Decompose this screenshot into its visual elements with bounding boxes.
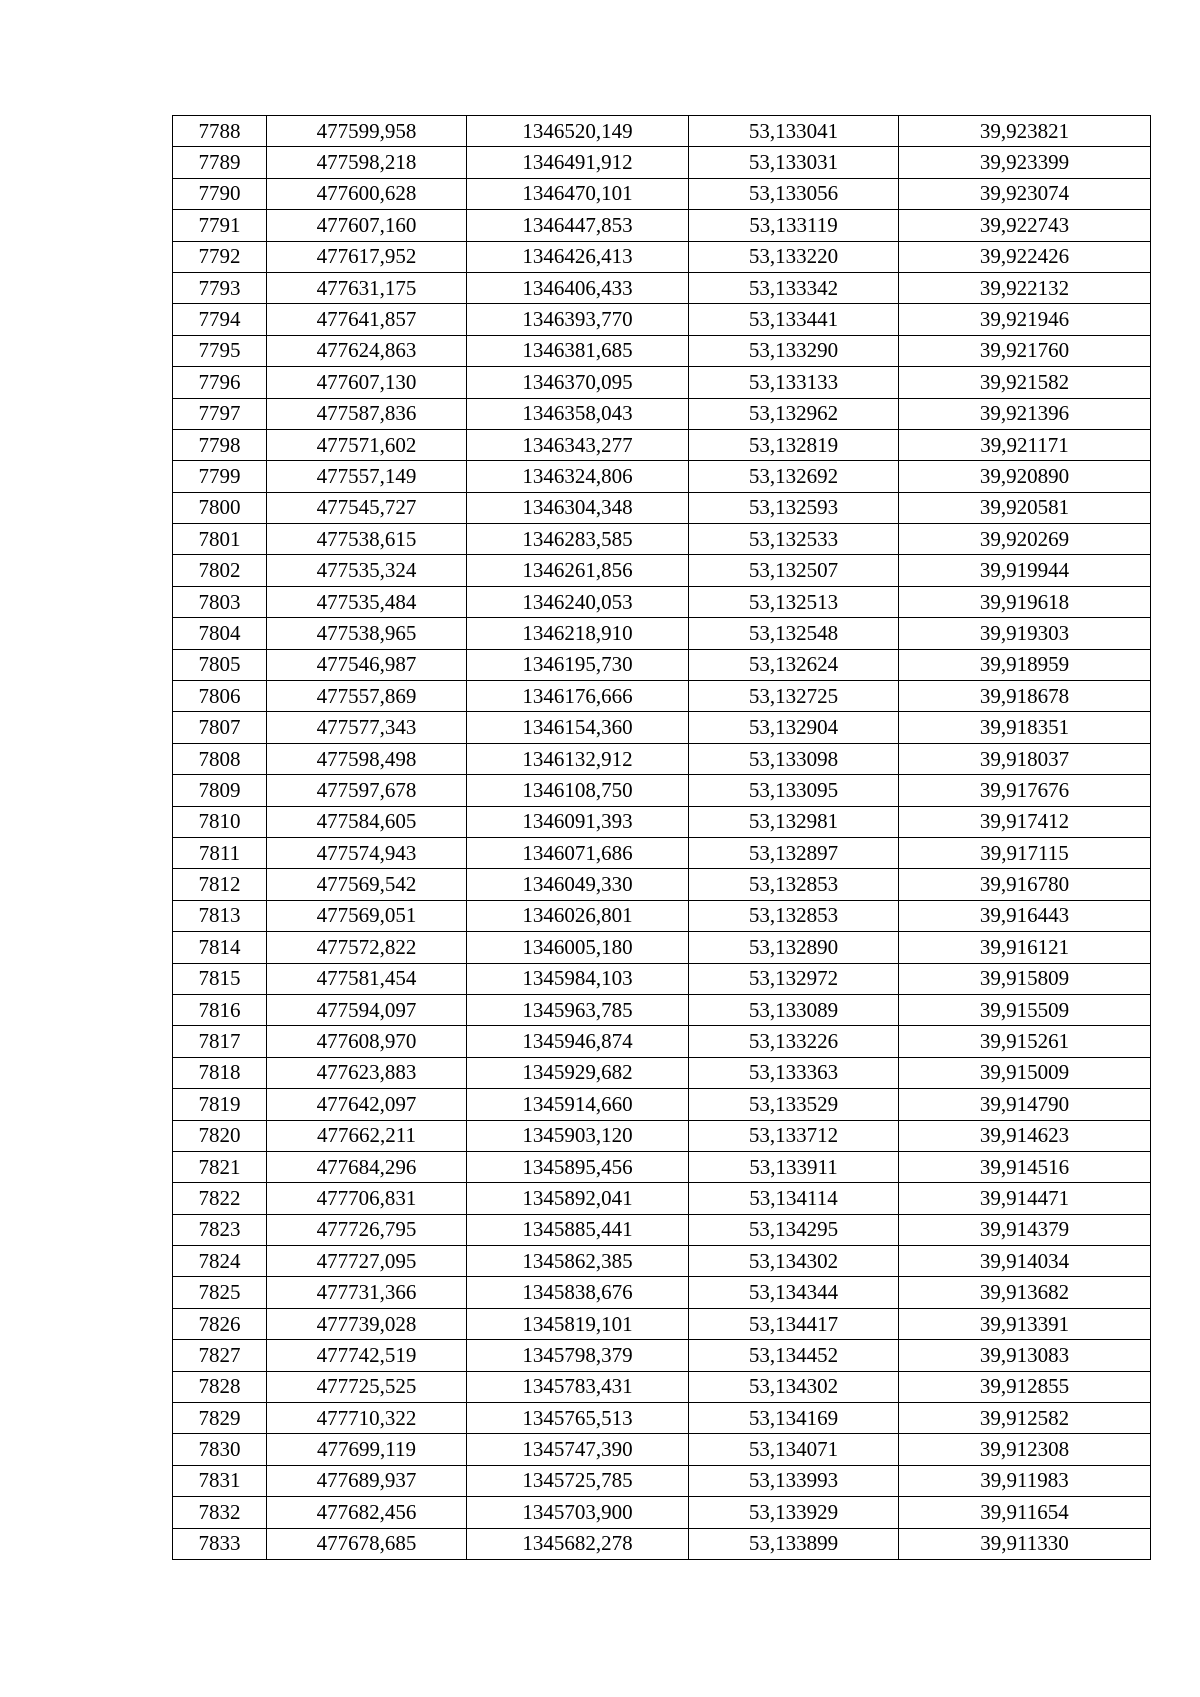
point-number-cell: 7817 [173, 1026, 267, 1057]
x-coordinate-cell: 477600,628 [267, 178, 467, 209]
table-row [173, 1340, 1151, 1371]
point-number-cell: 7820 [173, 1120, 267, 1151]
table-row [173, 1089, 1151, 1120]
latitude-cell: 53,134344 [689, 1277, 899, 1308]
latitude-cell: 53,132624 [689, 649, 899, 680]
y-coordinate-cell: 1345765,513 [467, 1403, 689, 1434]
point-number-cell: 7813 [173, 900, 267, 931]
longitude-cell: 39,921396 [899, 398, 1151, 429]
x-coordinate-cell: 477571,602 [267, 429, 467, 460]
y-coordinate-cell: 1346343,277 [467, 429, 689, 460]
longitude-cell: 39,915809 [899, 963, 1151, 994]
point-number-cell: 7816 [173, 994, 267, 1025]
x-coordinate-cell: 477581,454 [267, 963, 467, 994]
longitude-cell: 39,922426 [899, 241, 1151, 272]
x-coordinate-cell: 477678,685 [267, 1528, 467, 1559]
y-coordinate-cell: 1346005,180 [467, 932, 689, 963]
table-row [173, 1403, 1151, 1434]
latitude-cell: 53,133089 [689, 994, 899, 1025]
latitude-cell: 53,132972 [689, 963, 899, 994]
x-coordinate-cell: 477617,952 [267, 241, 467, 272]
point-number-cell: 7801 [173, 524, 267, 555]
y-coordinate-cell: 1345747,390 [467, 1434, 689, 1465]
latitude-cell: 53,134452 [689, 1340, 899, 1371]
point-number-cell: 7825 [173, 1277, 267, 1308]
table-row [173, 272, 1151, 303]
point-number-cell: 7804 [173, 618, 267, 649]
x-coordinate-cell: 477726,795 [267, 1214, 467, 1245]
y-coordinate-cell: 1345892,041 [467, 1183, 689, 1214]
latitude-cell: 53,134114 [689, 1183, 899, 1214]
longitude-cell: 39,911330 [899, 1528, 1151, 1559]
table-row [173, 1246, 1151, 1277]
x-coordinate-cell: 477742,519 [267, 1340, 467, 1371]
y-coordinate-cell: 1346026,801 [467, 900, 689, 931]
table-row [173, 837, 1151, 868]
latitude-cell: 53,132593 [689, 492, 899, 523]
longitude-cell: 39,912855 [899, 1371, 1151, 1402]
point-number-cell: 7814 [173, 932, 267, 963]
table-row [173, 649, 1151, 680]
x-coordinate-cell: 477607,160 [267, 210, 467, 241]
y-coordinate-cell: 1346071,686 [467, 837, 689, 868]
latitude-cell: 53,133899 [689, 1528, 899, 1559]
point-number-cell: 7809 [173, 775, 267, 806]
longitude-cell: 39,914379 [899, 1214, 1151, 1245]
longitude-cell: 39,912582 [899, 1403, 1151, 1434]
y-coordinate-cell: 1346358,043 [467, 398, 689, 429]
longitude-cell: 39,913391 [899, 1308, 1151, 1339]
x-coordinate-cell: 477538,965 [267, 618, 467, 649]
point-number-cell: 7808 [173, 743, 267, 774]
table-row [173, 555, 1151, 586]
table-row [173, 210, 1151, 241]
latitude-cell: 53,133929 [689, 1497, 899, 1528]
longitude-cell: 39,915509 [899, 994, 1151, 1025]
y-coordinate-cell: 1345682,278 [467, 1528, 689, 1559]
latitude-cell: 53,133226 [689, 1026, 899, 1057]
longitude-cell: 39,912308 [899, 1434, 1151, 1465]
latitude-cell: 53,133290 [689, 335, 899, 366]
latitude-cell: 53,132819 [689, 429, 899, 460]
latitude-cell: 53,133031 [689, 147, 899, 178]
y-coordinate-cell: 1346108,750 [467, 775, 689, 806]
x-coordinate-cell: 477706,831 [267, 1183, 467, 1214]
latitude-cell: 53,133220 [689, 241, 899, 272]
point-number-cell: 7798 [173, 429, 267, 460]
longitude-cell: 39,911654 [899, 1497, 1151, 1528]
y-coordinate-cell: 1346426,413 [467, 241, 689, 272]
latitude-cell: 53,133342 [689, 272, 899, 303]
x-coordinate-cell: 477599,958 [267, 116, 467, 147]
latitude-cell: 53,133363 [689, 1057, 899, 1088]
point-number-cell: 7811 [173, 837, 267, 868]
table-row [173, 492, 1151, 523]
latitude-cell: 53,132890 [689, 932, 899, 963]
table-row [173, 869, 1151, 900]
longitude-cell: 39,918351 [899, 712, 1151, 743]
y-coordinate-cell: 1345963,785 [467, 994, 689, 1025]
y-coordinate-cell: 1346176,666 [467, 681, 689, 712]
y-coordinate-cell: 1346406,433 [467, 272, 689, 303]
latitude-cell: 53,132904 [689, 712, 899, 743]
x-coordinate-cell: 477538,615 [267, 524, 467, 555]
x-coordinate-cell: 477641,857 [267, 304, 467, 335]
x-coordinate-cell: 477682,456 [267, 1497, 467, 1528]
table-row [173, 1026, 1151, 1057]
point-number-cell: 7826 [173, 1308, 267, 1339]
longitude-cell: 39,914623 [899, 1120, 1151, 1151]
longitude-cell: 39,913682 [899, 1277, 1151, 1308]
x-coordinate-cell: 477577,343 [267, 712, 467, 743]
x-coordinate-cell: 477689,937 [267, 1465, 467, 1496]
latitude-cell: 53,133133 [689, 367, 899, 398]
point-number-cell: 7797 [173, 398, 267, 429]
y-coordinate-cell: 1345862,385 [467, 1246, 689, 1277]
y-coordinate-cell: 1345703,900 [467, 1497, 689, 1528]
y-coordinate-cell: 1346261,856 [467, 555, 689, 586]
table-row [173, 429, 1151, 460]
point-number-cell: 7805 [173, 649, 267, 680]
point-number-cell: 7822 [173, 1183, 267, 1214]
table-row [173, 398, 1151, 429]
table-row [173, 241, 1151, 272]
x-coordinate-cell: 477584,605 [267, 806, 467, 837]
point-number-cell: 7800 [173, 492, 267, 523]
y-coordinate-cell: 1345885,441 [467, 1214, 689, 1245]
point-number-cell: 7831 [173, 1465, 267, 1496]
point-number-cell: 7795 [173, 335, 267, 366]
table-row [173, 932, 1151, 963]
latitude-cell: 53,133529 [689, 1089, 899, 1120]
point-number-cell: 7821 [173, 1151, 267, 1182]
latitude-cell: 53,132548 [689, 618, 899, 649]
y-coordinate-cell: 1346132,912 [467, 743, 689, 774]
x-coordinate-cell: 477598,218 [267, 147, 467, 178]
longitude-cell: 39,914471 [899, 1183, 1151, 1214]
table-row [173, 1497, 1151, 1528]
point-number-cell: 7818 [173, 1057, 267, 1088]
longitude-cell: 39,923074 [899, 178, 1151, 209]
longitude-cell: 39,918037 [899, 743, 1151, 774]
longitude-cell: 39,915261 [899, 1026, 1151, 1057]
x-coordinate-cell: 477739,028 [267, 1308, 467, 1339]
table-row [173, 618, 1151, 649]
latitude-cell: 53,132507 [689, 555, 899, 586]
longitude-cell: 39,916780 [899, 869, 1151, 900]
table-row [173, 681, 1151, 712]
latitude-cell: 53,133911 [689, 1151, 899, 1182]
x-coordinate-cell: 477731,366 [267, 1277, 467, 1308]
table-row [173, 367, 1151, 398]
point-number-cell: 7807 [173, 712, 267, 743]
x-coordinate-cell: 477572,822 [267, 932, 467, 963]
point-number-cell: 7829 [173, 1403, 267, 1434]
y-coordinate-cell: 1345984,103 [467, 963, 689, 994]
point-number-cell: 7819 [173, 1089, 267, 1120]
x-coordinate-cell: 477598,498 [267, 743, 467, 774]
longitude-cell: 39,922132 [899, 272, 1151, 303]
table-row [173, 1465, 1151, 1496]
coordinates-table-body [173, 116, 1151, 1560]
longitude-cell: 39,916443 [899, 900, 1151, 931]
table-row [173, 1120, 1151, 1151]
x-coordinate-cell: 477699,119 [267, 1434, 467, 1465]
table-row [173, 806, 1151, 837]
y-coordinate-cell: 1346370,095 [467, 367, 689, 398]
y-coordinate-cell: 1345783,431 [467, 1371, 689, 1402]
longitude-cell: 39,919303 [899, 618, 1151, 649]
table-row [173, 900, 1151, 931]
longitude-cell: 39,921760 [899, 335, 1151, 366]
table-row [173, 335, 1151, 366]
y-coordinate-cell: 1345895,456 [467, 1151, 689, 1182]
longitude-cell: 39,913083 [899, 1340, 1151, 1371]
latitude-cell: 53,133095 [689, 775, 899, 806]
x-coordinate-cell: 477608,970 [267, 1026, 467, 1057]
point-number-cell: 7812 [173, 869, 267, 900]
x-coordinate-cell: 477569,542 [267, 869, 467, 900]
point-number-cell: 7794 [173, 304, 267, 335]
y-coordinate-cell: 1345819,101 [467, 1308, 689, 1339]
table-row [173, 743, 1151, 774]
y-coordinate-cell: 1345946,874 [467, 1026, 689, 1057]
x-coordinate-cell: 477587,836 [267, 398, 467, 429]
y-coordinate-cell: 1346447,853 [467, 210, 689, 241]
table-row [173, 1151, 1151, 1182]
latitude-cell: 53,134071 [689, 1434, 899, 1465]
x-coordinate-cell: 477725,525 [267, 1371, 467, 1402]
table-row [173, 524, 1151, 555]
latitude-cell: 53,132897 [689, 837, 899, 868]
y-coordinate-cell: 1346470,101 [467, 178, 689, 209]
y-coordinate-cell: 1346240,053 [467, 586, 689, 617]
longitude-cell: 39,920581 [899, 492, 1151, 523]
point-number-cell: 7799 [173, 461, 267, 492]
y-coordinate-cell: 1345798,379 [467, 1340, 689, 1371]
coordinates-table [172, 115, 1151, 1560]
table-row [173, 1528, 1151, 1559]
latitude-cell: 53,134295 [689, 1214, 899, 1245]
y-coordinate-cell: 1346304,348 [467, 492, 689, 523]
longitude-cell: 39,919618 [899, 586, 1151, 617]
y-coordinate-cell: 1346381,685 [467, 335, 689, 366]
y-coordinate-cell: 1345914,660 [467, 1089, 689, 1120]
latitude-cell: 53,134302 [689, 1246, 899, 1277]
longitude-cell: 39,911983 [899, 1465, 1151, 1496]
latitude-cell: 53,132962 [689, 398, 899, 429]
table-row [173, 1277, 1151, 1308]
longitude-cell: 39,923399 [899, 147, 1151, 178]
latitude-cell: 53,133712 [689, 1120, 899, 1151]
point-number-cell: 7791 [173, 210, 267, 241]
table-row [173, 178, 1151, 209]
y-coordinate-cell: 1346393,770 [467, 304, 689, 335]
longitude-cell: 39,915009 [899, 1057, 1151, 1088]
x-coordinate-cell: 477535,484 [267, 586, 467, 617]
x-coordinate-cell: 477546,987 [267, 649, 467, 680]
point-number-cell: 7824 [173, 1246, 267, 1277]
latitude-cell: 53,134169 [689, 1403, 899, 1434]
latitude-cell: 53,133993 [689, 1465, 899, 1496]
table-row [173, 1371, 1151, 1402]
latitude-cell: 53,132533 [689, 524, 899, 555]
point-number-cell: 7790 [173, 178, 267, 209]
x-coordinate-cell: 477597,678 [267, 775, 467, 806]
point-number-cell: 7789 [173, 147, 267, 178]
latitude-cell: 53,132725 [689, 681, 899, 712]
longitude-cell: 39,921171 [899, 429, 1151, 460]
longitude-cell: 39,920269 [899, 524, 1151, 555]
latitude-cell: 53,132692 [689, 461, 899, 492]
y-coordinate-cell: 1346218,910 [467, 618, 689, 649]
y-coordinate-cell: 1346324,806 [467, 461, 689, 492]
longitude-cell: 39,917676 [899, 775, 1151, 806]
x-coordinate-cell: 477642,097 [267, 1089, 467, 1120]
table-row [173, 586, 1151, 617]
longitude-cell: 39,917412 [899, 806, 1151, 837]
x-coordinate-cell: 477545,727 [267, 492, 467, 523]
y-coordinate-cell: 1345838,676 [467, 1277, 689, 1308]
y-coordinate-cell: 1346049,330 [467, 869, 689, 900]
longitude-cell: 39,921582 [899, 367, 1151, 398]
y-coordinate-cell: 1345725,785 [467, 1465, 689, 1496]
x-coordinate-cell: 477594,097 [267, 994, 467, 1025]
x-coordinate-cell: 477623,883 [267, 1057, 467, 1088]
table-row [173, 712, 1151, 743]
table-row [173, 1214, 1151, 1245]
longitude-cell: 39,914034 [899, 1246, 1151, 1277]
point-number-cell: 7788 [173, 116, 267, 147]
x-coordinate-cell: 477557,149 [267, 461, 467, 492]
latitude-cell: 53,133119 [689, 210, 899, 241]
x-coordinate-cell: 477624,863 [267, 335, 467, 366]
point-number-cell: 7830 [173, 1434, 267, 1465]
y-coordinate-cell: 1345903,120 [467, 1120, 689, 1151]
table-row [173, 116, 1151, 147]
y-coordinate-cell: 1346154,360 [467, 712, 689, 743]
point-number-cell: 7793 [173, 272, 267, 303]
longitude-cell: 39,919944 [899, 555, 1151, 586]
y-coordinate-cell: 1346195,730 [467, 649, 689, 680]
longitude-cell: 39,922743 [899, 210, 1151, 241]
table-row [173, 1183, 1151, 1214]
y-coordinate-cell: 1346491,912 [467, 147, 689, 178]
latitude-cell: 53,134417 [689, 1308, 899, 1339]
longitude-cell: 39,916121 [899, 932, 1151, 963]
longitude-cell: 39,923821 [899, 116, 1151, 147]
point-number-cell: 7803 [173, 586, 267, 617]
latitude-cell: 53,132853 [689, 869, 899, 900]
point-number-cell: 7828 [173, 1371, 267, 1402]
table-row [173, 963, 1151, 994]
longitude-cell: 39,921946 [899, 304, 1151, 335]
y-coordinate-cell: 1346283,585 [467, 524, 689, 555]
point-number-cell: 7823 [173, 1214, 267, 1245]
latitude-cell: 53,133041 [689, 116, 899, 147]
table-row [173, 775, 1151, 806]
latitude-cell: 53,132513 [689, 586, 899, 617]
point-number-cell: 7815 [173, 963, 267, 994]
latitude-cell: 53,132981 [689, 806, 899, 837]
longitude-cell: 39,914790 [899, 1089, 1151, 1120]
latitude-cell: 53,132853 [689, 900, 899, 931]
point-number-cell: 7827 [173, 1340, 267, 1371]
x-coordinate-cell: 477631,175 [267, 272, 467, 303]
table-row [173, 1057, 1151, 1088]
y-coordinate-cell: 1346091,393 [467, 806, 689, 837]
table-row [173, 304, 1151, 335]
x-coordinate-cell: 477662,211 [267, 1120, 467, 1151]
point-number-cell: 7802 [173, 555, 267, 586]
longitude-cell: 39,918678 [899, 681, 1151, 712]
longitude-cell: 39,920890 [899, 461, 1151, 492]
latitude-cell: 53,133056 [689, 178, 899, 209]
latitude-cell: 53,133098 [689, 743, 899, 774]
point-number-cell: 7832 [173, 1497, 267, 1528]
x-coordinate-cell: 477684,296 [267, 1151, 467, 1182]
point-number-cell: 7833 [173, 1528, 267, 1559]
latitude-cell: 53,133441 [689, 304, 899, 335]
longitude-cell: 39,917115 [899, 837, 1151, 868]
x-coordinate-cell: 477574,943 [267, 837, 467, 868]
table-row [173, 1308, 1151, 1339]
x-coordinate-cell: 477557,869 [267, 681, 467, 712]
table-row [173, 461, 1151, 492]
x-coordinate-cell: 477535,324 [267, 555, 467, 586]
y-coordinate-cell: 1346520,149 [467, 116, 689, 147]
table-row [173, 994, 1151, 1025]
point-number-cell: 7810 [173, 806, 267, 837]
longitude-cell: 39,918959 [899, 649, 1151, 680]
x-coordinate-cell: 477569,051 [267, 900, 467, 931]
point-number-cell: 7806 [173, 681, 267, 712]
point-number-cell: 7796 [173, 367, 267, 398]
longitude-cell: 39,914516 [899, 1151, 1151, 1182]
table-row [173, 147, 1151, 178]
x-coordinate-cell: 477607,130 [267, 367, 467, 398]
y-coordinate-cell: 1345929,682 [467, 1057, 689, 1088]
point-number-cell: 7792 [173, 241, 267, 272]
x-coordinate-cell: 477727,095 [267, 1246, 467, 1277]
latitude-cell: 53,134302 [689, 1371, 899, 1402]
table-row [173, 1434, 1151, 1465]
x-coordinate-cell: 477710,322 [267, 1403, 467, 1434]
